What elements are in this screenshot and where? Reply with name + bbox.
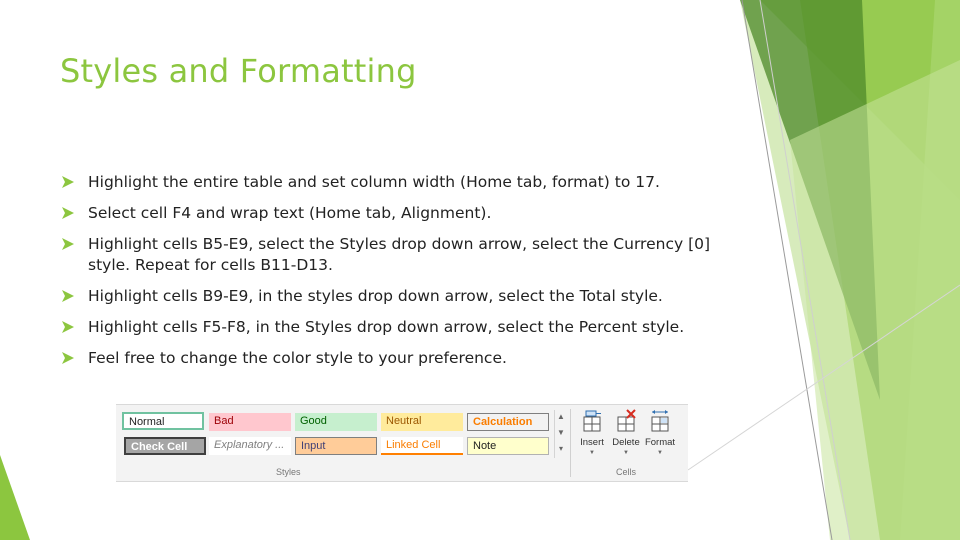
arrowhead-right-icon [62,352,74,364]
scroll-up-icon[interactable]: ▲ [557,412,565,421]
bullet-item [62,234,732,276]
bullet-item [62,286,732,307]
style-neutral[interactable]: Neutral [381,413,463,431]
style-check-cell[interactable]: Check Cell [124,437,206,455]
bullet-text: Highlight cells B5-E9, select the Styles drop down arrow, select the Currency [0] style. Repeat for cells B11-D13. [88,235,711,274]
insert-cells-icon [581,409,603,435]
bullet-item [62,203,732,224]
format-cells-icon [649,409,671,435]
cell-styles-gallery [120,410,552,458]
style-linked-cell[interactable]: Linked Cell [381,437,463,455]
delete-button[interactable] [608,409,644,467]
bullet-item [62,172,732,193]
style-bad[interactable]: Bad [209,413,291,431]
style-normal[interactable]: Normal [122,412,204,430]
group-divider [570,409,571,477]
insert-button[interactable] [574,409,610,467]
excel-ribbon-screenshot [116,404,688,482]
format-label: Format [644,437,676,448]
style-explanatory[interactable]: Explanatory ... [209,437,291,455]
style-good[interactable]: Good [295,413,377,431]
bullet-text: Feel free to change the color style to your preference. [88,349,507,367]
chevron-down-icon: ▼ [623,450,629,456]
bullet-text: Highlight cells B9-E9, in the styles drop down arrow, select the Total style. [88,287,663,305]
style-note[interactable]: Note [467,437,549,455]
gallery-scroll [554,410,567,458]
delete-label: Delete [612,437,640,448]
arrowhead-right-icon [62,176,74,188]
arrowhead-right-icon [62,238,74,250]
bullet-item [62,348,732,369]
slide-title: Styles and Formatting [60,52,417,90]
bullet-text: Select cell F4 and wrap text (Home tab, Alignment). [88,204,492,222]
scroll-down-icon[interactable]: ▼ [557,428,565,437]
chevron-down-icon: ▼ [589,450,595,456]
style-calculation[interactable]: Calculation [467,413,549,431]
delete-cells-icon [615,409,637,435]
format-button[interactable] [642,409,678,467]
arrowhead-right-icon [62,290,74,302]
cells-group-label: Cells [616,467,637,477]
bullet-text: Highlight cells F5-F8, in the Styles drop down arrow, select the Percent style. [88,318,685,336]
bullet-item [62,317,732,338]
style-input[interactable]: Input [295,437,377,455]
chevron-down-icon: ▼ [657,450,663,456]
insert-label: Insert [580,437,604,448]
styles-group-label: Styles [276,467,301,477]
bullet-text: Highlight the entire table and set column width (Home tab, format) to 17. [88,173,660,191]
arrowhead-right-icon [62,207,74,219]
gallery-more-icon[interactable]: ▾ [558,444,563,453]
bullet-list [62,172,732,379]
arrowhead-right-icon [62,321,74,333]
